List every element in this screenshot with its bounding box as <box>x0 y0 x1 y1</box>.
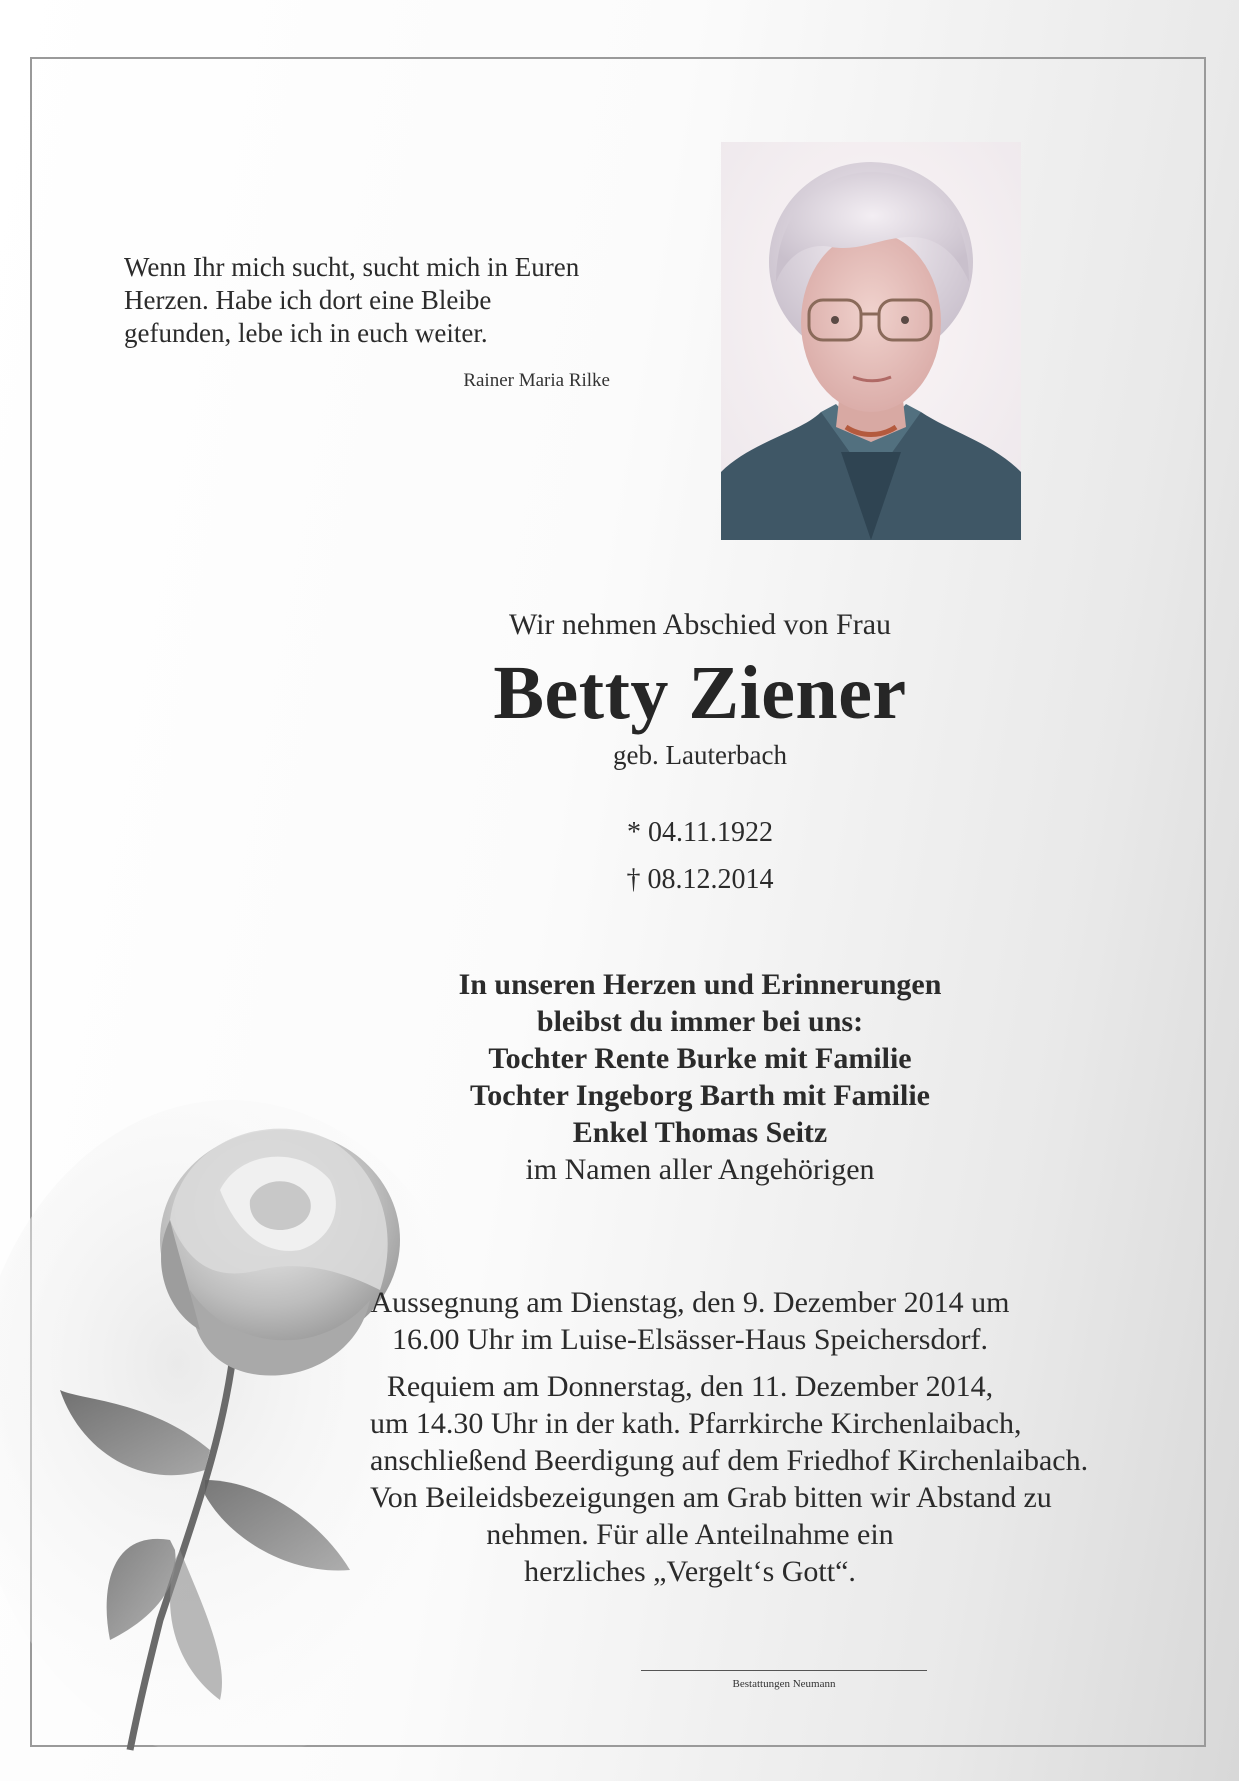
mourner-name: Tochter Rente Burke mit Familie <box>488 1042 912 1075</box>
maiden-name: geb. Lauterbach <box>613 740 787 770</box>
paragraph-gap <box>370 1358 1010 1368</box>
info-line: Requiem am Donnerstag, den 11. Dezember 2014, <box>386 1370 994 1403</box>
info-line: anschließend Beerdigung auf dem Friedhof Kirchenlaibach. <box>370 1444 1089 1477</box>
info-line: Von Beileidsbezeigungen am Grab bitten wir Abstand zu <box>370 1481 1052 1514</box>
info-line: nehmen. Für alle Anteilnahme ein <box>486 1518 894 1551</box>
mourners-block <box>380 966 1020 1188</box>
footer-divider <box>641 1670 927 1671</box>
undertaker-name: Bestattungen Neumann <box>732 1678 836 1690</box>
intro-text: Wir nehmen Abschied von Frau <box>508 608 892 641</box>
quote-text <box>124 251 644 350</box>
quote-line: Wenn Ihr mich sucht, sucht mich in Euren <box>124 252 580 282</box>
birth-date: * 04.11.1922 <box>627 817 773 848</box>
portrait-photo <box>721 142 1021 540</box>
info-line: herzliches „Vergelt‘s Gott“. <box>524 1555 856 1588</box>
mourners-heading: In unseren Herzen und Erinnerungen <box>458 968 942 1001</box>
service-info <box>370 1284 1089 1590</box>
info-line: 16.00 Uhr im Luise-Elsässer-Haus Speichersdorf. <box>392 1323 988 1356</box>
deceased-name: Betty Ziener <box>493 651 907 735</box>
mourner-name: Tochter Ingeborg Barth mit Familie <box>470 1079 930 1112</box>
info-line: um 14.30 Uhr in der kath. Pfarrkirche Kirchenlaibach, <box>370 1407 1022 1440</box>
mourners-closing: im Namen aller Angehörigen <box>525 1153 875 1186</box>
mourner-name: Enkel Thomas Seitz <box>572 1116 828 1149</box>
quote-line: gefunden, lebe ich in euch weiter. <box>124 318 488 348</box>
death-date: † 08.12.2014 <box>626 864 774 895</box>
quote-line: Herzen. Habe ich dort eine Bleibe <box>124 285 492 315</box>
quote-author: Rainer Maria Rilke <box>463 370 610 391</box>
mourners-heading: bleibst du immer bei uns: <box>536 1005 864 1038</box>
info-line: Aussegnung am Dienstag, den 9. Dezember 2014 um <box>370 1286 1010 1319</box>
